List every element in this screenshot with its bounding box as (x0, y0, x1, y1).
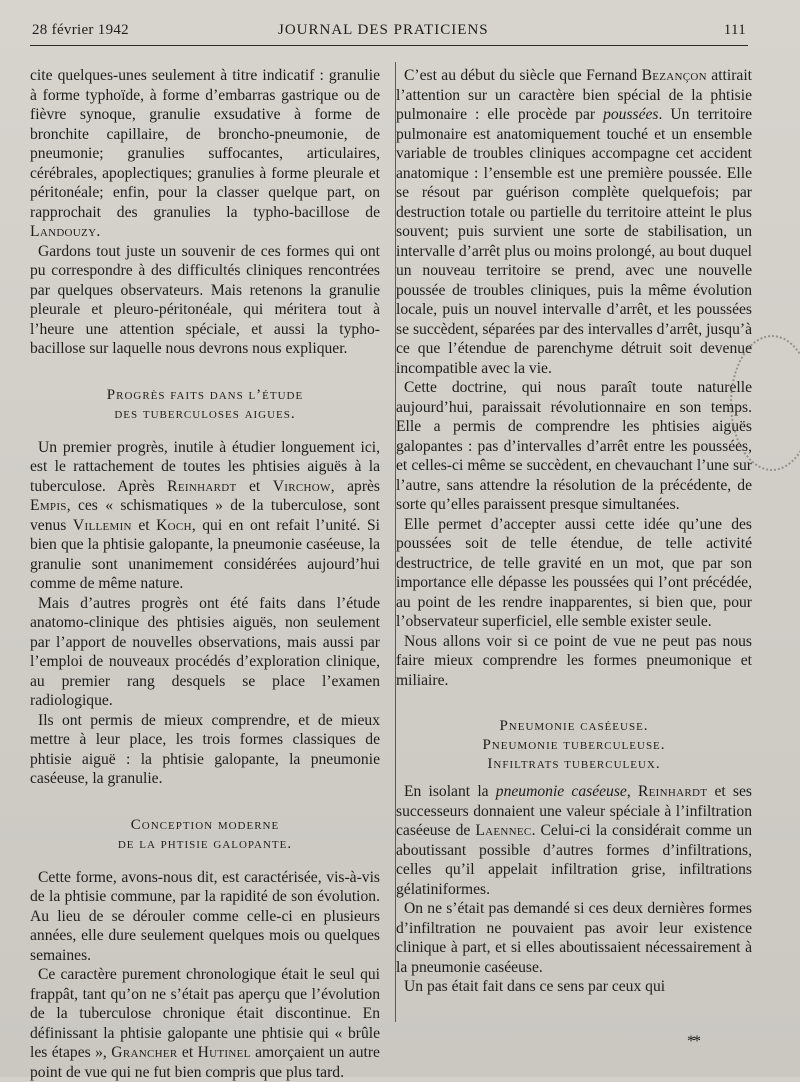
paragraph (396, 66, 752, 378)
paragraph (30, 965, 380, 1082)
header-rule (30, 45, 748, 46)
heading-line: de la phtisie galopante. (117, 835, 293, 852)
text-run: attirait l’attention sur un caractère bien spécial de la phtisie pulmonaire : elle procède par (396, 67, 752, 123)
author-name: Koch (156, 516, 192, 534)
paragraph: Gardons tout juste un souvenir de ces formes qui ont pu correspondre à des difficultés cliniques rencontrées par quelques observateurs. Mais retenons la granulie pleurale et pleuro-péritonéale, qui méritera tout à l’heure une attention spéciale, et aussi la typho-bacillose sur laquelle nous devrons nous expliquer. (30, 242, 380, 357)
paragraph (30, 66, 380, 242)
author-name: Bezançon (641, 67, 707, 84)
text-run: et (236, 477, 273, 495)
text-run: . Celui-ci la considérait comme un aboutissant possible d’autres formes d’infiltrations, celles qu’il appelait infiltration grise, infiltrations gélatiniformes. (396, 822, 753, 898)
heading-line: Conception moderne (130, 816, 280, 833)
text-run: , ces « schismatiques » de la tuberculose, sont venus (30, 497, 380, 534)
heading-line: Pneumonie tuberculeuse. (482, 737, 666, 753)
running-head (32, 22, 746, 44)
heading-line: Infiltrats tuberculeux. (487, 756, 661, 772)
text-run: Ce caractère purement chronologique était le seul qui frappât, tant qu’on ne s’était pas aperçu que l’évolution de la tuberculose chronique était discontinue. En définissant la phtisie galopante une phtisie qui « brûle les étapes », (30, 966, 380, 1061)
paragraph (396, 782, 752, 899)
paragraph: Nous allons voir si ce point de vue ne peut pas nous faire mieux comprendre les formes pneumonique et miliaire. (396, 632, 752, 689)
author-name: Reinhardt (637, 783, 708, 800)
text-run: Un premier progrès, inutile à étudier longuement ici, est le rattachement de toutes les phtisies aiguës à la tuberculose. Après (30, 438, 380, 495)
section-heading (396, 717, 752, 774)
paragraph: Elle permet d’accepter aussi cette idée qu’une des poussées soit de telle étendue, de telle activité destructrice, de telle gravité en un mot, que par son importance elle dépasse les poussées qui l’ont précédée, au point de les rendre inapparentes, si bien que, pour l’observateur superficiel, elle semble exister seule. (396, 515, 752, 630)
paragraph: Ils ont permis de mieux comprendre, et de mieux mettre à leur place, les trois formes classiques de phtisie aiguë : la phtisie galopante, la pneumonie caséeuse, la granulie. (30, 711, 380, 787)
right-column (396, 66, 752, 997)
author-name: Hutinel (197, 1044, 251, 1061)
text-run: C’est au début du siècle que Fernand (404, 67, 642, 84)
section-heading (30, 816, 380, 854)
text-run: . (96, 223, 101, 240)
paragraph (30, 438, 380, 594)
author-name: Empis (30, 497, 67, 514)
paragraph: Un pas était fait dans ce sens par ceux qui (404, 978, 666, 995)
paragraph: Cette forme, avons-nous dit, est caractérisée, vis-à-vis de la phtisie commune, par la rapidité de son évolution. Au lieu de se dérouler comme celle-ci en plusieurs années, elle dure seulement quelques mois ou quelques semaines. (30, 868, 380, 964)
text-run: , (626, 783, 638, 800)
author-name: Reinhardt (167, 477, 237, 495)
emphasis: poussées (603, 106, 659, 123)
text-run: , qui en ont refait l’unité. Si bien que la phtisie galopante, la pneumonie caséeuse, la granulie sont unanimement considérées aujourd’hui comme de même nature. (30, 516, 380, 592)
journal-title: JOURNAL DES PRATICIENS (278, 22, 489, 38)
text-run: amorçaient un autre point de vue qui ne fut bien compris que plus tard. (30, 1044, 380, 1081)
emphasis: pneumonie caséeuse (495, 783, 627, 800)
author-name: Laennec (475, 822, 532, 839)
text-run: . Un territoire pulmonaire est anatomiquement touché et un ensemble variable de troubles cliniques accompagne cet accident anatomique : l’ensemble est une première poussée. Elle se résout par guérison complète quelquefois; par destruction totale ou partielle du territoire atteint le plus souvent; puis survient une sorte de stabilisation, un intervalle d’arrêt plus ou moins prolongé, au bout duquel un nouveau territoire se prend, avec une nouvelle poussée de troubles cliniques, puis la même évolution locale, puis un nouvel intervalle d’arrêt, et les poussées se succèdent, séparées par des intervalles d’arrêt, jusqu’à ce que l’étendue de parenchyme détruit soit devenue incompatible avec la vie. (396, 106, 752, 377)
section-heading (30, 386, 380, 424)
heading-line: des tuberculoses aigues. (114, 405, 296, 422)
text-run: et ses successeurs donnaient une valeur spéciale à l’infiltration caséeuse de (396, 783, 752, 839)
text-run: En isolant la (404, 783, 496, 800)
issue-date: 28 février 1942 (32, 22, 129, 38)
author-name: Villemin (72, 516, 132, 534)
page-number: 111 (723, 22, 746, 38)
text-run: cite quelques-unes seulement à titre indicatif : granulie à forme typhoïde, à forme d’embarras gastrique ou de fièvre synoque, granulie exsudative à forme de bronchite capillaire, de broncho-pneumonie, de pneumonie; granulies suffocantes, articulaires, cérébrales, apoplectiques; granulies à forme pleurale et péritonéale; enfin, pour la classer quelque part, on rapprochait des granulies la typho-bacillose de (30, 67, 380, 221)
heading-line: Pneumonie caséeuse. (499, 718, 649, 734)
paragraph: On ne s’était pas demandé si ces deux dernières formes d’infiltration ne pouvaient pas avoir leur existence clinique à part, et si elles aboutissaient nécessairement à la pneumonie caséeuse. (396, 900, 752, 976)
paragraph: Mais d’autres progrès ont été faits dans l’étude anatomo-clinique des phtisies aiguës, non seulement par l’apport de nouvelles observations, mais aussi par l’emploi de nouveaux procédés d’exploration clinique, au premier rang desquels se place l’examen radiologique. (30, 594, 380, 709)
author-name: Virchow (272, 477, 331, 495)
heading-line: Progrès faits dans l’étude (106, 386, 304, 403)
author-name: Grancher (111, 1044, 178, 1061)
paragraph: Cette doctrine, qui nous paraît toute naturelle aujourd’hui, paraissait révolutionnaire en son temps. Elle a permis de comprendre les phtisies aiguës galopantes : pas d’intervalles d’arrêt entre les poussées, et celles-ci même se succèdent, en chevauchant l’une sur l’autre, sans attendre la résolution de la précédente, de sorte qu’elles paraissent presque simultanées. (396, 379, 752, 513)
signature-mark: ** (687, 1033, 699, 1050)
text-run: et (177, 1044, 198, 1061)
author-name: Landouzy (30, 223, 97, 240)
text-run: et (131, 516, 157, 534)
text-run: , après (330, 477, 380, 495)
left-column (30, 66, 380, 1082)
